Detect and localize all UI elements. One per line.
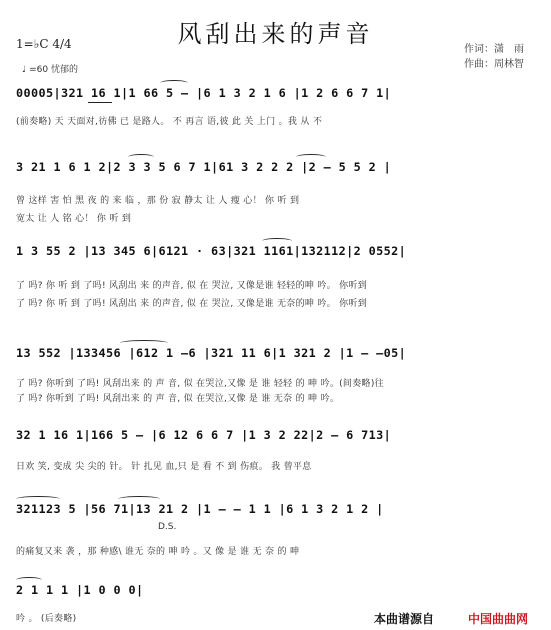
lyrics-row-2-line-2: 宽太 让 人 铭 心！ 你 听 到 — [16, 214, 132, 224]
lyricist: 作词：潇 雨 — [464, 44, 524, 55]
slur-mark — [120, 340, 168, 346]
site-logo[interactable]: 中国曲曲网 — [468, 612, 529, 626]
lyrics-row-2-line-1: 曾 这样 害 怕 黑 夜 的 来 临 ，那 份 寂 静太 让 人 瘦 心！ 你 听 到 — [16, 196, 300, 206]
notation-row-5: 32 1 16 1|166 5 – |6 12 6 6 7 |1 3 2 22|2 – 6 713| — [16, 428, 392, 442]
lyrics-row-7: 吟 。 (后奏略) — [16, 614, 77, 624]
slur-mark — [296, 154, 326, 160]
slur-mark — [16, 496, 60, 502]
slur-mark — [118, 496, 160, 502]
notation-row-2: 3 21 1 6 1 2|2 3 3 5 6 7 1|61 3 2 2 2 |2 – 5 5 2 | — [16, 160, 392, 174]
slur-mark — [160, 80, 188, 86]
composer: 作曲：周林智 — [464, 59, 524, 70]
notation-row-3: 1 3 55 2 |13 345 6|6121 · 63|321 1161|132112|2 0552| — [16, 244, 407, 258]
lyrics-row-4-line-1: 了 吗? 你听到 了吗! 风刮出来 的 声 音, 似 在哭泣,又像 是 谁 轻轻 的 呻 吟。(间奏略)往 — [16, 379, 384, 389]
source-text: 本曲谱源自 — [374, 612, 435, 626]
slur-mark — [128, 154, 154, 160]
lyrics-row-1: (前奏略) 天 天面对,彷佛 已 是路人。 不 再言 语,彼 此 关 上门 。我 从 不 — [16, 117, 323, 127]
notation-row-4: 13 552 |133456 |612 1 –6 |321 11 6|1 321 2 |1 – –05| — [16, 346, 407, 360]
slur-mark — [16, 577, 42, 583]
ds-marking: D.S. — [158, 522, 177, 532]
lyrics-row-5: 日欢 笑, 变成 尖 尖的 针。 针 扎见 血,只 是 看 不 到 伤痕。 我 曾平息 — [16, 462, 312, 472]
tempo-marking: ♩ =60 忧郁的 — [22, 65, 78, 75]
notation-row-6: 321123 5 |56 71|13 21 2 |1 – – 1 1 |6 1 3 2 1 2 | — [16, 502, 384, 516]
lyrics-row-3-line-2: 了 吗? 你 听 到 了吗! 风刮出 来 的声音, 似 在 哭泣, 又像是谁 无奈的呻 吟。 你听到 — [16, 299, 368, 309]
lyrics-row-4-line-2: 了 吗? 你听到 了吗! 风刮出来 的 声 音, 似 在哭泣,又像 是 谁 无奈 的 呻 吟。 — [16, 394, 340, 404]
song-title: 风刮出来的声音 — [177, 20, 374, 48]
slur-mark — [262, 238, 292, 244]
underline-mark — [88, 102, 112, 103]
notation-row-7: 2 1 1 1 |1 0 0 0| — [16, 583, 144, 597]
notation-row-1: 00005|321 16 1|1 66 5 – |6 1 3 2 1 6 |1 2 6 6 7 1| — [16, 86, 392, 100]
lyrics-row-6: 的痛复又来 袭 ，那 种感\ 谁无 奈的 呻 吟 。又 像 是 谁 无 奈 的 呻 — [16, 547, 300, 557]
key-signature: 1=♭C 4/4 — [16, 37, 72, 51]
lyrics-row-3-line-1: 了 吗? 你 听 到 了吗! 风刮出 来 的声音, 似 在 哭泣, 又像是谁 轻轻的呻 吟。 你听到 — [16, 281, 368, 291]
